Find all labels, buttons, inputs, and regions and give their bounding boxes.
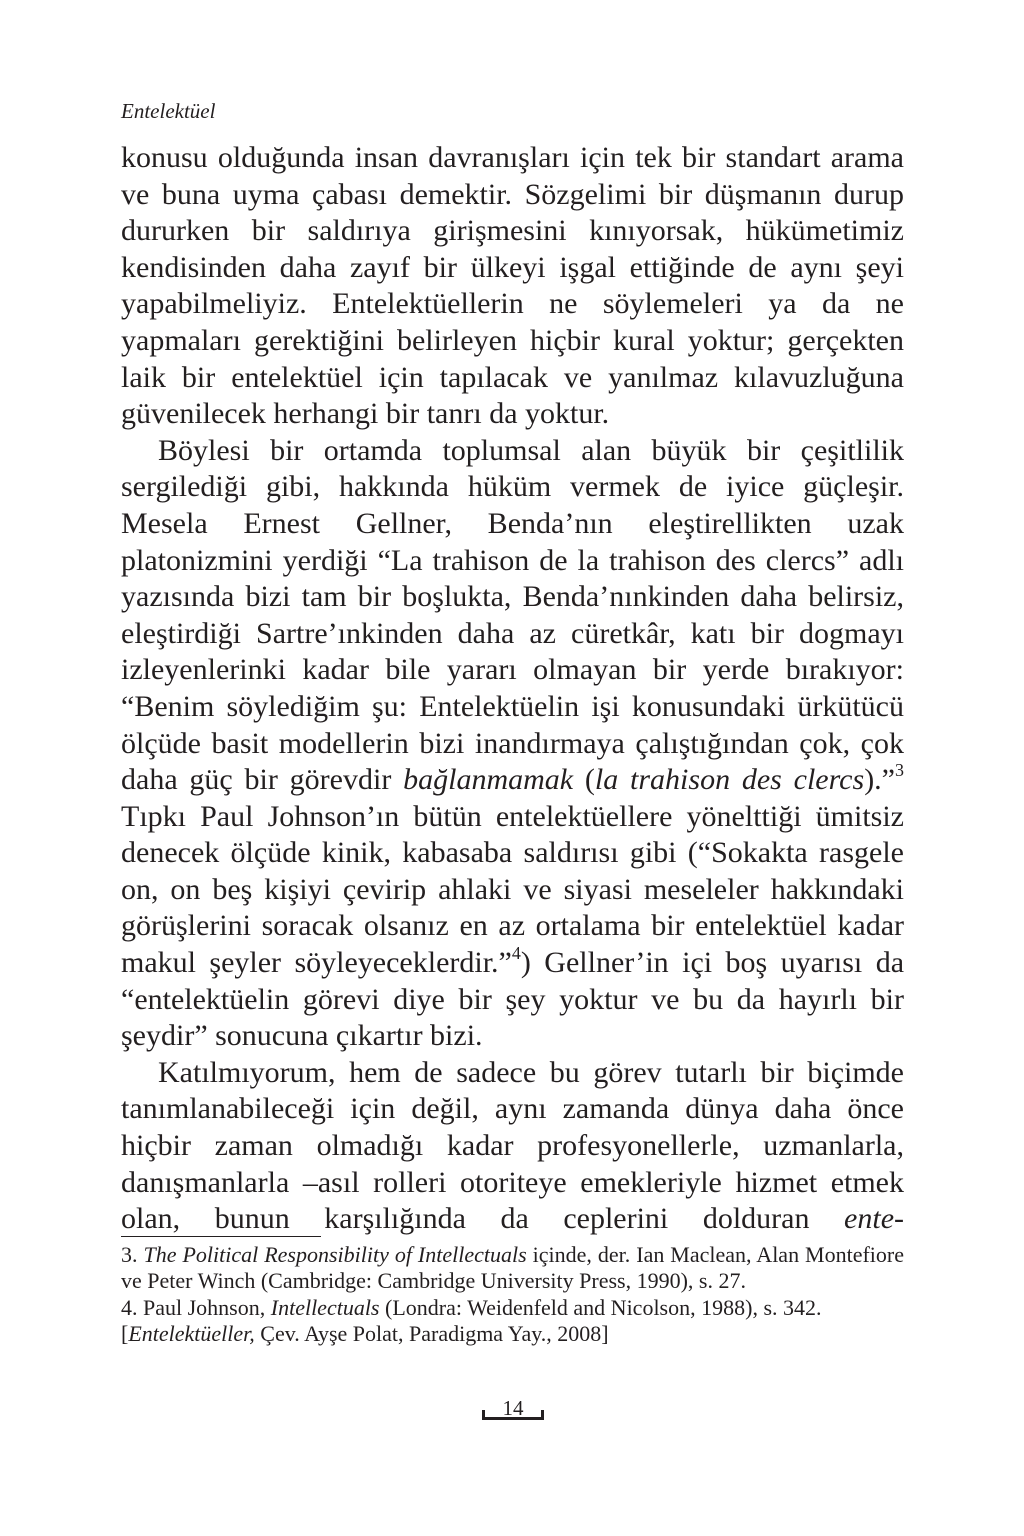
page-number: 14 [502,1396,524,1420]
footnote-4-bracket: [ [121,1321,129,1347]
footnote-4 [121,1295,904,1348]
footnote-3-title: The Political Responsibility of Intellectuals [143,1242,527,1267]
footnote-4-translation-title: Entelektüeller, [128,1321,255,1347]
footnote-4-author: Paul Johnson, [143,1294,266,1320]
footnote-4-translation-text: Çev. Ayşe Polat, Paradigma Yay., 2008] [260,1321,609,1347]
footnote-divider [121,1236,321,1237]
paragraph-2-emphasis-1: bağlanmamak [403,763,574,797]
footnotes [121,1242,904,1348]
paragraph-2-text-b: Tıpkı Paul Johnson’ın bütün entelektüellere yönelttiği ümitsiz denecek ölçüde kinik, kabasaba saldırısı gibi (“Sokakta rasgele on, on beş kişiyi çevirip ahlaki ve siyasi meseleler hakkındaki görüşlerini soracak olsanız en az ortalama bir entelektüel kadar makul şeyler söyleyeceklerdir.” [121,799,904,980]
paragraph-3-emphasis: ente- [844,1202,905,1236]
page-number-bracket [482,1416,544,1420]
body-text [121,140,904,1238]
footnote-ref-4[interactable]: 4 [511,943,521,964]
paragraph-3-text: Katılmıyorum, hem de sadece bu görev tutarlı bir biçimde tanımlanabileceği için değil, aynı zamanda dünya daha önce hiçbir zaman olmadığı kadar profesyonellerle, uzmanlarla, danışmanlarla –asıl rolleri otoriteye emekleriyle hizmet etmek olan, bunun karşılığında da ceplerini dolduran [121,1055,904,1236]
paragraph-2-text-c: ) Gellner’in içi boş uyarısı da “entelektüelin görevi diye bir şey yoktur ve bu da hayırlı bir şeydir” sonucuna çıkartır bizi. [121,946,905,1053]
footnote-4-text: (Londra: Weidenfeld and Nicolson, 1988), s. 342. [385,1294,822,1320]
footnote-3-text: içinde, der. Ian Maclean, Alan Montefiore ve Peter Winch (Cambridge: Cambridge University Press, 1990), s. 27. [121,1242,905,1294]
paragraph-2: Böylesi bir ortamda toplumsal alan büyük bir çeşitlilik sergilediği gibi, hakkında hüküm vermek de iyice güçleşir. Mesela Ernest Gellner, Benda’nın eleştirellikten uzak platonizmini yerdiği “La trahison de la trahison des clercs” adlı yazısında bizi tam bir boşlukta, Benda’nınkinden daha belirsiz, eleştirdiği Sartre’ınkinden daha az cüretkâr, katı bir dogmayı izleyenlerinki kadar bile yararı olmayan bir yerde bırakıyor: “Benim söylediğim şu: Entelektüelin işi konusundaki ürkütücü ölçüde basit modellerin bizi inandırmaya çalıştığından çok, çok daha güç bir görevdir bağlanmamak (la trahison des clercs).”$^3$ Tıpkı Paul Johnson’ın bütün entelektüellere yönelttiği ümitsiz denecek ölçüde kinik, kabasaba saldırısı gibi (“Sokakta rasgele on, on beş kişiyi çevirip ahlaki ve siyasi meseleler hakkındaki görüşlerini soracak olsanız en az ortalama bir entelektüel kadar makul şeyler söyleyeceklerdir.”$^4$) Gellner’in içi boş uyarısı da “entelektüelin görevi diye bir şey yoktur ve bu da hayırlı bir şeydir” sonucuna çıkartır bizi. [121,433,905,1053]
footnote-3 [121,1242,904,1295]
footnote-4-number: 4. [121,1294,138,1320]
paragraph-2-text-a: Böylesi bir ortamda toplumsal alan büyük bir çeşitlilik sergilediği gibi, hakkında hüküm vermek de iyice güçleşir. Mesela Ernest Gellner, Benda’nın eleştirellikten uzak platonizmini yerdiği “La trahison de la trahison des clercs” adlı yazısında bizi tam bir boşlukta, Benda’nınkinden daha belirsiz, eleştirdiği Sartre’ınkinden daha az cüretkâr, katı bir dogmayı izleyenlerinki kadar bile yararı olmayan bir yerde bırakıyor: “Benim söylediğim şu: Entelektüelin işi konusundaki ürkütücü ölçüde basit modellerin bizi inandırmaya çalıştığından çok, çok daha güç bir görevdir [121,433,904,797]
footnote-ref-3[interactable]: 3 [895,760,904,781]
paragraph-1 [121,140,904,433]
running-header: Entelektüel [121,99,216,123]
paragraph-3 [121,1055,904,1238]
footnote-4-title: Intellectuals [270,1294,380,1320]
paragraph-1-text: konusu olduğunda insan davranışları için tek bir standart arama ve buna uyma çabası demektir. Sözgelimi bir düşmanın durup dururken bir saldırıya girişmesini kınıyorsak, hükümetimiz kendisinden daha zayıf bir ülkeyi işgal ettiğinde de aynı şeyi yapabilmeliyiz. Entelektüellerin ne söylemeleri ya da ne yapmaları gerektiğini belirleyen hiçbir kural yoktur; gerçekten laik bir entelektüel için tapılacak ve yanılmaz kılavuzluğuna güvenilecek herhangi bir tanrı da yoktur. [121,141,904,431]
paragraph-2-emphasis-2: la trahison des clercs [594,763,865,797]
footnote-3-number: 3. [121,1242,138,1267]
